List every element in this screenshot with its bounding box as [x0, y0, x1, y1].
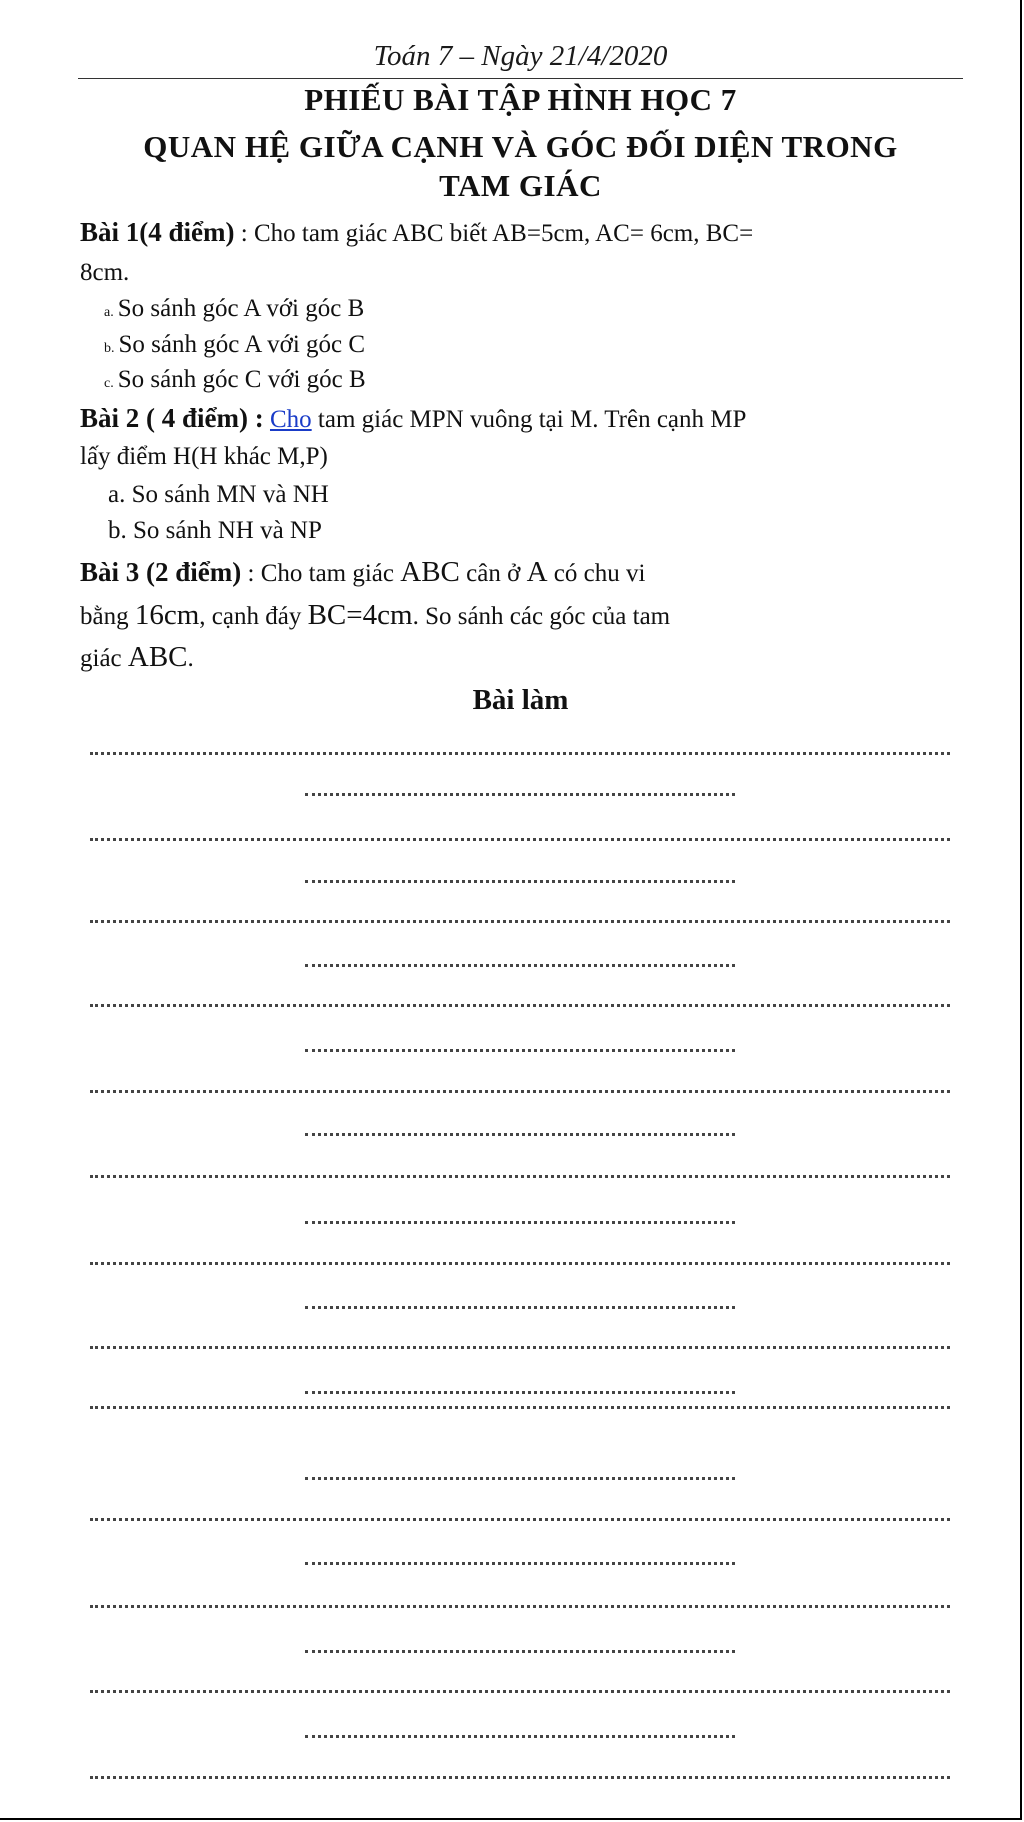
bai3-text-c: có chu vi — [547, 560, 646, 587]
bai3-line3-b: . — [187, 645, 194, 672]
bai1-text1: : Cho tam giác ABC biết AB=5cm, AC= 6cm, BC= — [234, 220, 754, 247]
bai3-line2-c: . So sánh các góc của tam — [412, 603, 671, 630]
bai3-label: Bài 3 (2 điểm) — [80, 557, 242, 587]
answer-line — [305, 964, 735, 967]
answer-line — [90, 1406, 950, 1409]
bai2-label: Bài 2 ( 4 điểm) : — [80, 403, 264, 433]
bai3-abc: ABC — [400, 556, 460, 588]
answer-line — [90, 1004, 950, 1007]
answer-line — [90, 838, 950, 841]
bai3-line2-b: , cạnh đáy — [199, 603, 308, 630]
bai2-link-word[interactable]: Cho — [269, 406, 312, 433]
answer-line — [305, 1306, 735, 1309]
header-rule — [78, 78, 963, 79]
worksheet-topic-line2: TAM GIÁC — [439, 168, 602, 203]
answer-line — [90, 1605, 950, 1608]
answer-line — [90, 1090, 950, 1093]
answer-line — [90, 1175, 950, 1178]
answer-line — [305, 1562, 735, 1565]
bai1-item-a-marker: a. — [104, 305, 114, 320]
answer-line — [90, 1776, 950, 1779]
answer-line — [305, 1133, 735, 1136]
bai1-item-c-text: So sánh góc C với góc B — [117, 366, 366, 393]
bai1-item-a-text: So sánh góc A với góc B — [117, 295, 365, 322]
bai3-perimeter: 16cm — [134, 599, 200, 631]
bai3-vertex-a: A — [526, 556, 548, 588]
answer-line — [90, 1518, 950, 1521]
bai1-label: Bài 1(4 điểm) — [80, 217, 235, 247]
bai1-statement — [80, 212, 960, 254]
bai3-statement-line2 — [80, 595, 960, 637]
bai1-item-b — [104, 328, 365, 366]
answer-line — [305, 880, 735, 883]
answer-line — [305, 1735, 735, 1738]
bai1-item-b-marker: b. — [104, 341, 115, 356]
worksheet-topic-line1: QUAN HỆ GIỮA CẠNH VÀ GÓC ĐỐI DIỆN TRONG — [143, 129, 898, 164]
bai1-item-a — [104, 292, 364, 330]
bai2-item-a: a. So sánh MN và NH — [108, 481, 329, 508]
answer-line — [305, 1221, 735, 1224]
answer-line — [305, 793, 735, 796]
answer-line — [90, 1690, 950, 1693]
bai3-line3-abc: ABC — [127, 641, 188, 673]
bai1-item-b-text: So sánh góc A với góc C — [118, 331, 366, 358]
bai3-base: BC=4cm — [307, 599, 413, 631]
bai1-statement-cont: 8cm. — [80, 259, 130, 286]
answer-line — [90, 920, 950, 923]
bai2-text1: tam giác MPN vuông tại M. Trên cạnh MP — [311, 406, 747, 433]
bai3-statement-line3 — [80, 637, 960, 679]
answer-line — [305, 1477, 735, 1480]
answer-line — [90, 1262, 950, 1265]
bai2-statement-cont: lấy điểm H(H khác M,P) — [80, 443, 328, 470]
bai3-text-a: : Cho tam giác — [241, 560, 401, 587]
answer-line — [305, 1391, 735, 1394]
answer-line — [305, 1049, 735, 1052]
bai3-line3-a: giác — [80, 645, 128, 672]
bai2-item-b: b. So sánh NH và NP — [108, 517, 322, 544]
worksheet-title: PHIẾU BÀI TẬP HÌNH HỌC 7 — [304, 82, 737, 117]
bai1-item-c-marker: c. — [104, 376, 114, 391]
answer-heading: Bài làm — [472, 684, 569, 716]
answer-line — [305, 1650, 735, 1653]
answer-line — [90, 1346, 950, 1349]
bai1-item-c — [104, 363, 366, 401]
bai3-line2-a: bằng — [80, 603, 135, 630]
bai2-statement — [80, 398, 960, 440]
bai3-text-b: cân ở — [459, 560, 527, 587]
bai3-statement — [80, 552, 960, 594]
answer-line — [90, 752, 950, 755]
header-subject-date: Toán 7 – Ngày 21/4/2020 — [373, 40, 668, 72]
